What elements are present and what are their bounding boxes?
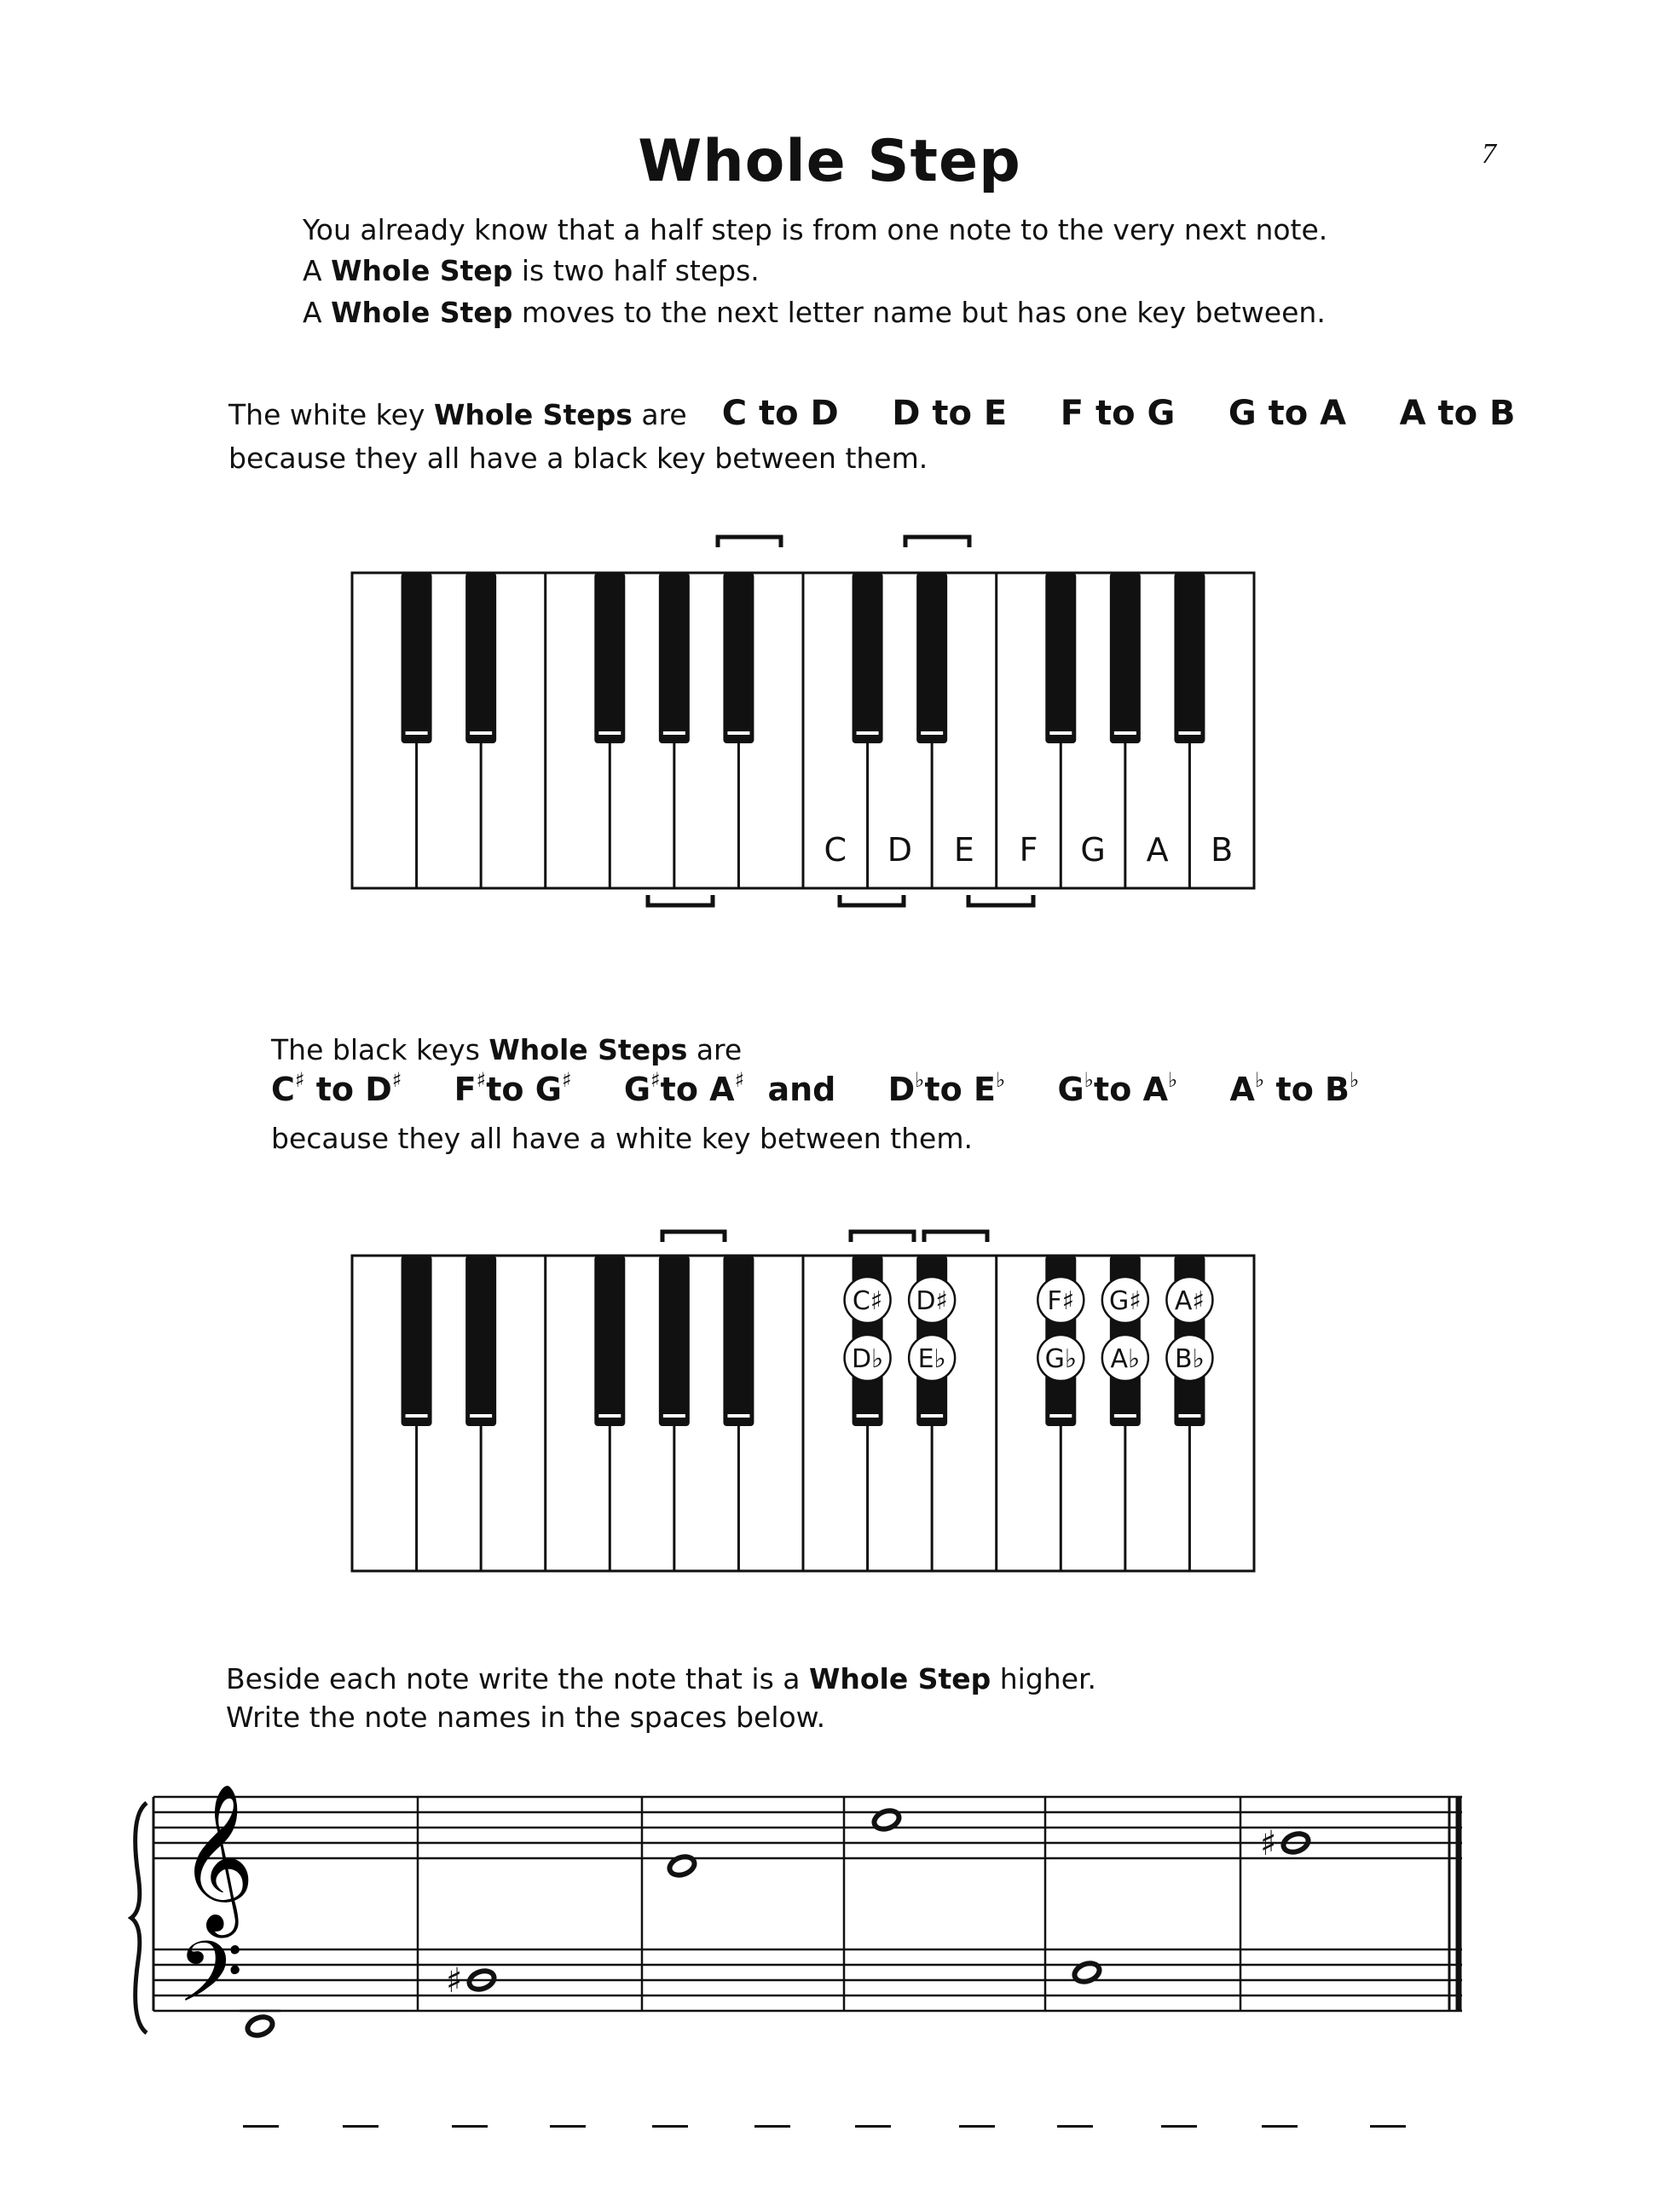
intro-line-3-bold: Whole Step xyxy=(331,296,513,329)
sharp-accidental: ♯ xyxy=(1260,1824,1277,1863)
white-key-label: B xyxy=(1211,831,1234,869)
black-key-highlight xyxy=(406,731,428,735)
black-key xyxy=(1045,573,1076,743)
intro-line-2 xyxy=(303,254,760,287)
black-steps-pairs xyxy=(271,1068,1360,1108)
white-step-pair: D to E xyxy=(892,394,1008,433)
black-steps-lead-pre: The black keys xyxy=(271,1033,489,1066)
black-key-highlight xyxy=(727,1414,749,1418)
pair-note-b: B xyxy=(1325,1071,1350,1108)
bracket-top xyxy=(718,537,781,547)
sharp-sign: ♯ xyxy=(391,1068,402,1092)
black-key-highlight xyxy=(598,1414,621,1418)
note-name-label: G♭ xyxy=(1044,1344,1077,1374)
intro-line-2-post: is two half steps. xyxy=(512,254,760,287)
pair-join: to xyxy=(924,1071,974,1108)
black-steps-lead xyxy=(271,1033,742,1066)
black-key xyxy=(916,573,947,743)
answer-blank[interactable] xyxy=(1262,2125,1298,2128)
white-step-pair: C to D xyxy=(721,394,839,433)
flat-pair xyxy=(1229,1068,1360,1108)
pair-note-a: C xyxy=(271,1071,295,1108)
keyboard-keys xyxy=(352,573,1254,888)
black-key xyxy=(402,1256,432,1426)
note-name-label: A♭ xyxy=(1110,1344,1141,1374)
treble-clef-icon: 𝄞 xyxy=(179,1783,255,1932)
pair-join: to xyxy=(486,1071,535,1108)
pair-note-a: D xyxy=(887,1071,916,1108)
pair-note-b: G xyxy=(535,1071,562,1108)
pair-note-a: F xyxy=(454,1071,477,1108)
white-steps-lead xyxy=(228,394,1516,433)
brace xyxy=(131,1803,147,2033)
white-key-label: E xyxy=(953,831,974,869)
keyboard-black-steps xyxy=(324,1223,1279,1598)
black-key-highlight xyxy=(663,1414,685,1418)
black-key xyxy=(465,573,496,743)
pair-join: to xyxy=(1094,1071,1143,1108)
black-key xyxy=(853,573,883,743)
black-key xyxy=(659,573,690,743)
bracket-bottom xyxy=(968,895,1033,905)
pair-note-b: A xyxy=(1142,1071,1168,1108)
intro-line-2-bold: Whole Step xyxy=(331,254,513,287)
bracket-top xyxy=(905,537,969,547)
white-step-pair: G to A xyxy=(1228,394,1347,433)
note-name-label: D♯ xyxy=(916,1286,948,1316)
intro-line-1: You already know that a half step is from one note to the very next note. xyxy=(303,213,1328,246)
black-key xyxy=(723,1256,754,1426)
exercise-line-1-pre: Beside each note write the note that is a xyxy=(226,1662,809,1695)
flat-sign: ♭ xyxy=(1350,1068,1360,1092)
flat-sign: ♭ xyxy=(1167,1068,1178,1092)
pair-join: to xyxy=(304,1071,366,1108)
flat-pair xyxy=(887,1068,1006,1108)
black-key-highlight xyxy=(1114,1414,1136,1418)
white-key-label: D xyxy=(887,831,912,869)
page-title: Whole Step xyxy=(638,128,1021,195)
black-step-brackets xyxy=(662,1232,987,1242)
black-key xyxy=(465,1256,496,1426)
sharp-pair xyxy=(623,1068,745,1108)
intro-line-3-post: moves to the next letter name but has one key between. xyxy=(512,296,1326,329)
black-key xyxy=(594,573,625,743)
answer-blank[interactable] xyxy=(243,2125,279,2128)
black-key xyxy=(1174,573,1205,743)
white-key-label: F xyxy=(1019,831,1038,869)
pair-note-a: G xyxy=(623,1071,651,1108)
black-key-highlight xyxy=(663,731,685,735)
answer-blank[interactable] xyxy=(1057,2125,1093,2128)
note-name-label: B♭ xyxy=(1175,1344,1205,1374)
black-key-highlight xyxy=(1049,731,1072,735)
black-key xyxy=(659,1256,690,1426)
bass-clef-icon: 𝄢 xyxy=(177,1924,244,2042)
exercise-instruction-2: Write the note names in the spaces below. xyxy=(226,1701,826,1734)
intro-line-2-pre: A xyxy=(303,254,332,287)
black-key-highlight xyxy=(470,731,492,735)
page-number: 7 xyxy=(1482,138,1496,170)
pair-note-a: G xyxy=(1057,1071,1084,1108)
answer-blank[interactable] xyxy=(343,2125,379,2128)
white-steps-reason: because they all have a black key between them. xyxy=(228,442,928,475)
note-name-label: E♭ xyxy=(917,1344,946,1374)
flat-pair xyxy=(1057,1068,1178,1108)
black-steps-lead-post: are xyxy=(687,1033,743,1066)
pair-join: to xyxy=(1264,1071,1326,1108)
note-name-label: A♯ xyxy=(1174,1286,1205,1316)
bracket-bottom xyxy=(648,895,713,905)
pair-note-a: A xyxy=(1229,1071,1255,1108)
black-key-highlight xyxy=(470,1414,492,1418)
black-key-highlight xyxy=(857,731,879,735)
conjunction: and xyxy=(767,1071,836,1108)
intro-line-3-pre: A xyxy=(303,296,332,329)
sharp-sign: ♯ xyxy=(294,1068,305,1092)
answer-blank[interactable] xyxy=(959,2125,995,2128)
keyboard-white-steps xyxy=(324,528,1279,921)
sharp-sign: ♯ xyxy=(734,1068,745,1092)
white-step-pair: A to B xyxy=(1399,394,1516,433)
pair-join: to xyxy=(660,1071,710,1108)
black-steps-reason: because they all have a white key between them. xyxy=(271,1122,973,1155)
white-steps-lead-post: are xyxy=(632,398,687,431)
note-name-label: F♯ xyxy=(1047,1286,1075,1316)
bracket-top xyxy=(924,1232,987,1242)
black-key xyxy=(594,1256,625,1426)
black-key-highlight xyxy=(406,1414,428,1418)
black-key-highlight xyxy=(1178,731,1200,735)
pair-note-b: D xyxy=(365,1071,392,1108)
black-key-highlight xyxy=(727,731,749,735)
exercise-line-1-post: higher. xyxy=(991,1662,1097,1695)
note-name-label: D♭ xyxy=(851,1344,884,1374)
grand-staff xyxy=(128,1739,1475,2046)
black-key xyxy=(723,573,754,743)
sharp-pair xyxy=(271,1068,402,1108)
exercise-instruction-1 xyxy=(226,1662,1096,1695)
flat-sign: ♭ xyxy=(1084,1068,1095,1092)
black-key xyxy=(402,573,432,743)
bracket-top xyxy=(662,1232,725,1242)
sharp-accidental: ♯ xyxy=(446,1961,463,2001)
white-steps-lead-bold: Whole Steps xyxy=(433,398,633,431)
black-steps-lead-bold: Whole Steps xyxy=(488,1033,688,1066)
exercise-line-1-bold: Whole Step xyxy=(808,1662,991,1695)
black-key-highlight xyxy=(921,1414,943,1418)
whole-note xyxy=(245,2013,275,2038)
black-key-highlight xyxy=(1178,1414,1200,1418)
bracket-bottom xyxy=(840,895,904,905)
sharp-sign: ♯ xyxy=(561,1068,572,1092)
white-key-label: C xyxy=(824,831,847,869)
pair-note-b: E xyxy=(973,1071,996,1108)
black-key-highlight xyxy=(598,731,621,735)
answer-blank[interactable] xyxy=(452,2125,488,2128)
note-name-label: G♯ xyxy=(1108,1286,1142,1316)
white-key-label: G xyxy=(1080,831,1106,869)
pair-note-b: A xyxy=(709,1071,735,1108)
bracket-top xyxy=(851,1232,914,1242)
black-key-highlight xyxy=(1049,1414,1072,1418)
note-name-label: C♯ xyxy=(852,1286,883,1316)
black-key-highlight xyxy=(1114,731,1136,735)
sharp-pair xyxy=(454,1068,572,1108)
black-key-highlight xyxy=(921,731,943,735)
white-key-label: A xyxy=(1146,831,1169,869)
sharp-sign: ♯ xyxy=(476,1068,487,1092)
flat-sign: ♭ xyxy=(915,1068,925,1092)
flat-sign: ♭ xyxy=(995,1068,1006,1092)
answer-blank[interactable] xyxy=(550,2125,586,2128)
answer-blank[interactable] xyxy=(754,2125,790,2128)
answer-blank[interactable] xyxy=(1370,2125,1406,2128)
answer-blank[interactable] xyxy=(652,2125,688,2128)
black-key xyxy=(1110,573,1141,743)
answer-blank[interactable] xyxy=(855,2125,891,2128)
white-step-pair: F to G xyxy=(1060,394,1176,433)
intro-line-3 xyxy=(303,296,1326,329)
flat-sign: ♭ xyxy=(1254,1068,1265,1092)
sharp-sign: ♯ xyxy=(650,1068,661,1092)
white-steps-lead-pre: The white key xyxy=(228,398,434,431)
black-key-highlight xyxy=(857,1414,879,1418)
answer-blank[interactable] xyxy=(1161,2125,1197,2128)
